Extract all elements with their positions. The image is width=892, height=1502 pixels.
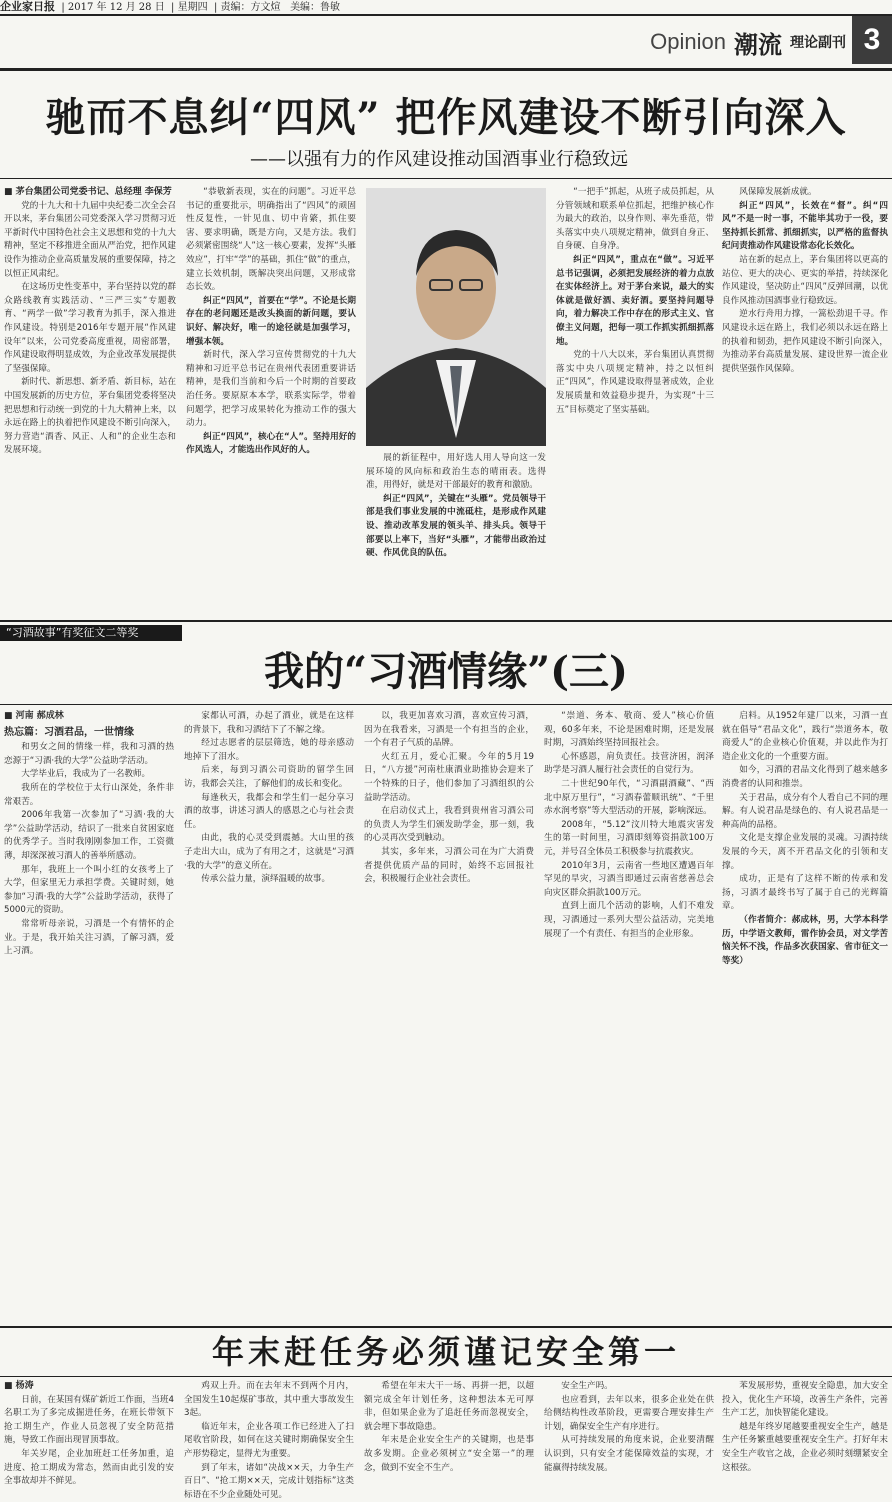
paragraph: 党的十八大以来，茅台集团认真贯彻落实中央八项规定精神，持之以恒纠正“四风”，作风建设取得显著成效，企业发展质量和效益稳步提升，为实现“十三五”目标奠定了坚实基础。 <box>556 350 714 415</box>
paragraph: 临近年末，企业各项工作已经进入了扫尾收官阶段，如何在这关键时期确保安全生产形势稳定，显得尤为重要。 <box>184 1421 354 1459</box>
paragraph: 到了年末，诸如“决战××天，力争生产百日”、“抢工期××天，完成计划指标”这类标语在不少企业随处可见。 <box>184 1462 354 1500</box>
issue-date: 2017 年 12 月 28 日 <box>67 2 165 13</box>
paragraph: 党的十九大和十九届中央纪委二次全会召开以来，茅台集团公司党委深入学习贯彻习近平新时代中国特色社会主义思想和党的十九大精神，坚定不移推进全面从严治党，把作风建设作为推动企业高质量发展的重要保障，持之以恒正风肃纪。 <box>4 200 176 279</box>
paragraph: 以，我更加喜欢习酒，喜欢宣传习酒，因为在我看来，习酒是一个有担当的企业，一个有君子气质的品牌。 <box>364 711 534 749</box>
article3-col3 <box>364 1380 534 1473</box>
paragraph: 和男女之间的情缘一样，我和习酒的热恋源于“习酒·我的大学”公益助学活动。 <box>4 742 174 766</box>
section-zh: 潮流 <box>734 30 782 59</box>
headline-3: 年末赶任务必须谨记安全第一 <box>211 1333 680 1371</box>
contest-col2 <box>184 710 354 1320</box>
paragraph: “一把手”抓起，从班子成员抓起，从分管领域和联系单位抓起，把维护核心作为最大的政治，以身作则、率先垂范，带头落实中央八项规定精神，做到自身正、自身硬、自身净。 <box>556 187 714 252</box>
paragraph: 鸡双上升。而在去年末不到两个月内，全国发生10起煤矿事故，其中重大事故发生3起。 <box>184 1381 354 1419</box>
paragraph: 由此，我的心灵受到震撼。大山里的孩子走出大山，成为了有用之才，这就是“习酒·我的大学”的意义所在。 <box>184 833 354 871</box>
article3-col4 <box>544 1380 714 1473</box>
paragraph: 经过志愿者的层层筛选，她的母亲感动地掉下了泪水。 <box>184 738 354 762</box>
rule-a2 <box>0 620 892 622</box>
paragraph: 越是年终岁尾越要重视安全生产，越是生产任务繁重越要重视安全生产。打好年末安全生产收官之战，企业必须时刻绷紧安全这根弦。 <box>722 1421 888 1473</box>
paragraph: 文化是支撑企业发展的灵魂。习酒持续发展的今天，离不开君品文化的引领和支撑。 <box>722 833 888 871</box>
article1-col2 <box>186 186 356 616</box>
article3-col2 <box>184 1380 354 1500</box>
contest-col1 <box>4 710 174 1320</box>
paper-name: 企业家日报 <box>0 0 55 13</box>
editor: 责编：方文煊 <box>220 2 281 13</box>
paragraph: 每逢秋天，我都会和学生们一起分享习酒的故事，讲述习酒人的感恩之心与社会责任。 <box>184 792 354 830</box>
paragraph: 成功，正是有了这样不断的传承和发扬，习酒才最终书写了属于自己的光辉篇章。 <box>722 874 888 912</box>
contest-tag: “习酒故事”有奖征文二等奖 <box>0 625 182 641</box>
paragraph: 2010年3月，云南省一些地区遭遇百年罕见的旱灾，习酒当即通过云南省慈善总会向灾区群众捐款100万元。 <box>544 860 714 898</box>
paragraph: 直到上面几个活动的影响，人们不难发现，习酒通过一系列大型公益活动，完美地展现了一个有责任、有担当的企业形象。 <box>544 901 714 939</box>
paragraph: 苯发展形势，重视安全隐患，加大安全投入，优化生产环境，改善生产条件，完善生产工艺，加快智能化建设。 <box>722 1381 888 1419</box>
rule-a1 <box>0 178 892 179</box>
paragraph: 火红五月，爱心汇聚。今年的5月19日，“八方援”河南杜康酒业助推协会迎来了一个特殊的日子，他们参加了习酒组织的公益助学活动。 <box>364 751 534 803</box>
paragraph: 逆水行舟用力撑，一篙松劲退千寻。作风建设永远在路上，我们必须以永远在路上的执着和韧劲，把作风建设不断引向深入，为推动茅台高质量发展、建设世界一流企业提供坚强作风保障。 <box>722 309 888 374</box>
paragraph: “崇道、务本、敬商、爱人”核心价值观，60多年来，不论是困难时期，还是发展时期，习酒始终坚持回报社会。 <box>544 711 714 749</box>
paragraph: 展的新征程中，用好选人用人导向这一发展环境的风向标和政治生态的晴雨表。选得准，用得好，就是对干部最好的教育和激励。 <box>366 453 546 491</box>
paragraph: 二十世纪90年代，“习酒副酒藏”、“西北中原万里行”，“习酒春蕾顺讯统”、“千里赤水润考察”等大型活动的开展，影响深远。 <box>544 778 714 817</box>
paragraph: 常常听母亲说，习酒是一个有情怀的企业。于是，我开始关注习酒，了解习酒，爱上习酒。 <box>4 918 174 957</box>
paragraph: 我所在的学校位于太行山深处，条件非常艰苦。 <box>4 782 174 807</box>
paragraph: 纠正“四风”，核心在“人”。坚持用好的作风选人，才能选出作风好的人。 <box>186 431 356 456</box>
paragraph: 也应看到，去年以来，很多企业处在供给侧结构性改革阶段，更需要合理安排生产计划，确保安全生产有序进行。 <box>544 1394 714 1432</box>
byline-3: ■ 杨涛 <box>4 1381 34 1391</box>
paragraph: 安全生产吗。 <box>561 1381 613 1391</box>
paragraph: 纠正“四风”，重点在“做”。习近平总书记强调，必须把发展经济的着力点放在实体经济上。对于茅台来说，最大的实体就是做好酒、卖好酒。要坚持问题导向，着力解决工作中存在的形式主义、官僚主义问题，把每一项工作抓实抓细抓落地。 <box>556 254 714 347</box>
article1-col1 <box>4 186 176 616</box>
article1-col4 <box>556 186 714 616</box>
rule-a2b <box>0 704 892 705</box>
paragraph: 后来，每到习酒公司资助的留学生回访，我都会关注，了解他们的成长和变化。 <box>184 765 354 789</box>
contest-col3 <box>364 710 534 1320</box>
section-sub: 理论副刊 <box>790 35 846 51</box>
designer: 美编：鲁敏 <box>290 2 341 13</box>
paragraph: 希望在年末大干一场、再拼一把，以超额完成全年计划任务，这种想法本无可厚非，但如果企业为了追赶任务而忽视安全，就会埋下事故隐患。 <box>364 1381 534 1432</box>
section-en: Opinion <box>650 29 726 54</box>
header-rule <box>0 68 892 71</box>
author-portrait <box>366 188 546 446</box>
paragraph: 风保障发展新成就。 <box>739 187 817 197</box>
rule-a3b <box>0 1376 892 1377</box>
paragraph: 纠正“四风”，长效在“督”。纠“四风”不是一时一事，不能毕其功于一役，要坚持抓长抓常、抓细抓实，以严格的监督执纪问责推动作风建设常态化长效化。 <box>722 200 888 252</box>
paragraph: 传承公益力量，演绎温暖的故事。 <box>201 874 331 885</box>
paragraph: 在这场历史性变革中，茅台坚持以党的群众路线教育实践活动、“三严三实”专题教育、“两学一做”学习教育为抓手，深入推进作风建设。特别是2016年专题开展“作风建设年”以来，公司党委高度重视，周密部署，作风建设取得明显成效，为企业改革发展提供了坚强保障。 <box>4 282 176 374</box>
paragraph: 大学毕业后，我成为了一名教师。 <box>21 769 151 780</box>
paragraph: “恭敬新表现，实在的问题”。习近平总书记的重要批示，明确指出了“四风”的顽固性反复性，一针见血、切中肯綮，抓住要害、要求明确，既是方向，又是方法。我们必须紧密围绕“人”这一核心要素，发挥“头雁效应”，打牢“学”的基础，抓住“做”的重点，建立长效机制，既解决突出问题，又形成常态长效。 <box>186 187 356 293</box>
contest-col5 <box>722 710 888 1320</box>
paragraph: 在启动仪式上，我看到贵州省习酒公司的负责人为学生们颁发助学金，那一刻，我的心灵再次受到触动。 <box>364 806 534 844</box>
paragraph: 年末是企业安全生产的关键期，也是事故多发期。企业必须树立“安全第一”的理念，做到不安全不生产。 <box>364 1435 534 1473</box>
section-header <box>650 22 846 62</box>
paragraph: 新时代、新思想、新矛盾、新目标，站在中国发展新的历史方位，茅台集团党委将坚决把思想和行动统一到党的十九大精神上来，以永远在路上的执着把作风建设不断引向深入，努力营造“酒香、风正、人和”的企业生态和发展环境。 <box>4 377 176 456</box>
paragraph: 从可持续发展的角度来说，企业要清醒认识到，只有安全才能保障效益的实现，才能赢得持续发展。 <box>544 1435 714 1473</box>
author-note: （作者简介：郝成林，男，大学本科学历，中学语文教师，雷作协会员，对文学苦恼关怀不浅，作品多次获国家、省市征文一等奖） <box>722 914 888 966</box>
article3-col1 <box>4 1380 174 1487</box>
article1-col3 <box>366 452 546 616</box>
paragraph: 关于君品，成分有个人看自己不同的理解。有人说君品是绿色的、有人说君品是一种高尚的品格。 <box>722 792 888 830</box>
paragraph: 那年，我班上一个叫小红的女孩考上了大学，但家里无力承担学费。关键时刻，她参加“习酒·我的大学”公益助学活动，获得了5000元的资助。 <box>4 864 174 916</box>
headline-1: 驰而不息纠“四风” 把作风建设不断引向深入 <box>45 94 847 141</box>
byline-1: ■ 茅台集团公司党委书记、总经理 李保芳 <box>4 187 172 197</box>
paragraph: 年关岁尾，企业加班赶工任务加重，追进度、抢工期成为常态，然而由此引发的安全事故却并不鲜见。 <box>4 1448 174 1487</box>
paragraph: 启料。从1952年建厂以来，习酒一直就在倡导“君品文化”，践行“崇道务本，敬商爱人”的企业核心价值观，并以此作为打造企业文化的一个重要方面。 <box>722 711 888 762</box>
byline-2: ■ 河南 郝成林 <box>4 711 64 721</box>
section-heading: 热忘篇：习酒君品，一世情缘 <box>4 726 134 738</box>
paragraph: 2006年我第一次参加了“习酒·我的大学”公益助学活动，结识了一批来自贫困家庭的优秀学子。当时我刚刚参加工作，工资微薄，却深深被习酒人的善举所感动。 <box>4 810 174 861</box>
article3-col5 <box>722 1380 888 1473</box>
subheadline-1: ——以强有力的作风建设推动国酒事业行稳致远 <box>250 149 628 170</box>
paragraph: 日前，在某国有煤矿新近工作面，当班4名职工为了多完成掘进任务，在班长带领下抢工期生产，作业人员忽视了安全防范措施，导致工作面出现冒顶事故。 <box>4 1394 174 1446</box>
paragraph: 如今，习酒的君品文化得到了越来越多消费者的认同和推崇。 <box>722 765 888 789</box>
article1-col5 <box>722 186 888 616</box>
paragraph: 新时代，深入学习宣传贯彻党的十九大精神和习近平总书记在贵州代表团重要讲话精神，是我们当前和今后一个时期的首要政治任务。要原原本本学，联系实际学，带着问题学，把学习成果转化为推动工作的强大动力。 <box>186 350 356 429</box>
paragraph: 纠正“四风”，首要在“学”。不论是长期存在的老问题还是改头换面的新问题，要认识好、解决好，唯一的途径就是加强学习，增强本领。 <box>186 295 356 347</box>
page-number: 3 <box>852 16 892 64</box>
headline-2: 我的“习酒情缘”(三) <box>264 648 628 695</box>
paragraph: 心怀感恩，肩负责任。技营济困，润泽助学是习酒人履行社会责任的自觉行为。 <box>544 751 714 776</box>
paragraph: 站在新的起点上，茅台集团将以更高的站位、更大的决心、更实的举措，持续深化作风建设，坚决防止“四风”反弹回潮，以优良作风推动国酒事业行稳致远。 <box>722 254 888 306</box>
top-rule <box>0 14 892 16</box>
contest-col4 <box>544 710 714 1320</box>
rule-a3 <box>0 1326 892 1328</box>
masthead: 企业家日报 | 2017 年 12 月 28 日 | 星期四 | 责编：方文煊 美编：鲁敏 <box>0 0 341 13</box>
paragraph: 纠正“四风”，关键在“头雁”。党员领导干部是我们事业发展的中流砥柱，是形成作风建设、推动改革发展的领头羊、排头兵。领导干部要以上率下，当好“头雁”，才能带出政治过硬、作风优良的队伍。 <box>366 493 546 559</box>
portrait-image <box>366 188 546 446</box>
paragraph: 2008年，“5.12”汶川特大地震灾害发生的第一时间里，习酒即刻筹资捐款100万元，并号召全体员工积极参与抗震救灾。 <box>544 819 714 857</box>
paragraph: 其实，多年来，习酒公司在为广大消费者提供优质产品的同时，始终不忘回报社会，积极履行企业社会责任。 <box>364 846 534 885</box>
paragraph: 家都认可酒，办起了酒业，就是在这样的背景下，我和习酒结下了不解之缘。 <box>184 711 354 735</box>
weekday: 星期四 <box>177 2 208 13</box>
